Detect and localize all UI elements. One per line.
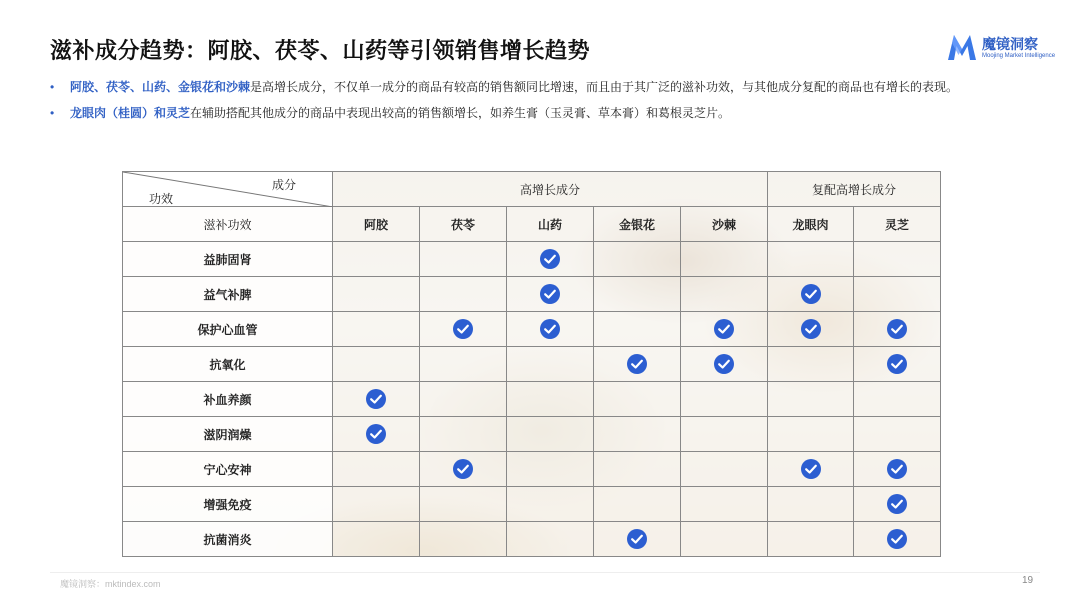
bullet-text: 在辅助搭配其他成分的商品中表现出较高的销售额增长，如养生膏（玉灵膏、草本膏）和葛根灵芝片。 — [190, 106, 731, 120]
table-row — [123, 312, 941, 347]
table-cell — [594, 277, 681, 312]
table-cell — [768, 452, 854, 487]
table-cell — [854, 242, 941, 277]
column-header: 灵芝 — [854, 207, 941, 242]
table-cell — [594, 347, 681, 382]
row-label: 增强免疫 — [123, 487, 333, 522]
table-cell — [681, 382, 768, 417]
group-header-high-growth: 高增长成分 — [333, 172, 768, 207]
logo-subtitle: Moojing Market Intelligence — [982, 53, 1056, 59]
table-cell — [681, 242, 768, 277]
table-cell — [594, 417, 681, 452]
table-cell — [681, 452, 768, 487]
table-row — [123, 347, 941, 382]
table-cell — [507, 347, 594, 382]
table-row — [123, 522, 941, 557]
corner-column-label: 成分 — [271, 178, 296, 192]
bullet-dot-icon: • — [50, 80, 55, 94]
check-circle-icon — [887, 529, 907, 549]
table-cell — [768, 522, 854, 557]
table-cell — [681, 487, 768, 522]
table-cell — [420, 487, 507, 522]
check-circle-icon — [366, 389, 386, 409]
table-cell — [854, 487, 941, 522]
table-cell — [854, 382, 941, 417]
bullet-highlight: 龙眼肉（桂圆）和灵芝 — [70, 106, 191, 120]
table-row — [123, 452, 941, 487]
page-number: 19 — [1022, 575, 1034, 586]
check-circle-icon — [801, 459, 821, 479]
table-cell — [681, 417, 768, 452]
brand-logo — [946, 32, 1056, 66]
table-cell — [333, 312, 420, 347]
table-cell — [854, 312, 941, 347]
check-circle-icon — [540, 284, 560, 304]
table-cell — [854, 417, 941, 452]
column-header: 龙眼肉 — [768, 207, 854, 242]
table-cell — [507, 417, 594, 452]
table-cell — [854, 277, 941, 312]
table-cell — [507, 382, 594, 417]
table-cell — [854, 452, 941, 487]
table-cell — [594, 522, 681, 557]
check-circle-icon — [453, 459, 473, 479]
check-circle-icon — [714, 319, 734, 339]
table-cell — [768, 347, 854, 382]
table-cell — [333, 452, 420, 487]
efficacy-table-container — [122, 171, 940, 557]
row-label: 抗氧化 — [123, 347, 333, 382]
table-cell — [768, 312, 854, 347]
table-cell — [507, 312, 594, 347]
table-cell — [333, 417, 420, 452]
table-cell — [333, 487, 420, 522]
row-label: 宁心安神 — [123, 452, 333, 487]
table-cell — [507, 452, 594, 487]
column-header: 阿胶 — [333, 207, 420, 242]
table-body — [123, 242, 941, 557]
table-row — [123, 417, 941, 452]
table-cell — [854, 347, 941, 382]
check-circle-icon — [887, 459, 907, 479]
table-cell — [333, 522, 420, 557]
check-circle-icon — [714, 354, 734, 374]
bullet-text: 是高增长成分，不仅单一成分的商品有较高的销售额同比增速，而且由于其广泛的滋补功效，与其他成分复配的商品也有增长的表现。 — [250, 80, 959, 94]
table-cell — [594, 487, 681, 522]
table-cell — [420, 452, 507, 487]
column-header: 茯苓 — [420, 207, 507, 242]
logo-name: 魔镜洞察 — [982, 36, 1038, 52]
column-header: 金银花 — [594, 207, 681, 242]
row-label: 抗菌消炎 — [123, 522, 333, 557]
table-cell — [594, 452, 681, 487]
table-cell — [768, 382, 854, 417]
row-label: 补血养颜 — [123, 382, 333, 417]
row-label: 益肺固肾 — [123, 242, 333, 277]
table-cell — [420, 277, 507, 312]
page-title: 滋补成分趋势：阿胶、茯苓、山药等引领销售增长趋势 — [50, 38, 591, 63]
table-cell — [420, 382, 507, 417]
bullet-highlight: 阿胶、茯苓、山药、金银花和沙棘 — [70, 80, 251, 94]
footer-divider — [50, 572, 1040, 573]
bullet-dot-icon: • — [50, 106, 55, 120]
table-cell — [507, 487, 594, 522]
table-cell — [681, 277, 768, 312]
column-header: 沙棘 — [681, 207, 768, 242]
table-cell — [420, 417, 507, 452]
table-cell — [594, 242, 681, 277]
check-circle-icon — [540, 319, 560, 339]
m-logo-icon — [946, 32, 978, 62]
table-cell — [420, 242, 507, 277]
table-cell — [333, 382, 420, 417]
table-cell — [507, 242, 594, 277]
column-header-row — [123, 207, 941, 242]
table-cell — [420, 522, 507, 557]
row-label: 保护心血管 — [123, 312, 333, 347]
bullet-item — [50, 80, 1030, 94]
table-cell — [768, 277, 854, 312]
row-label: 滋阴润燥 — [123, 417, 333, 452]
table-cell — [420, 312, 507, 347]
table-cell — [594, 312, 681, 347]
check-circle-icon — [627, 529, 647, 549]
table-cell — [681, 347, 768, 382]
table-cell — [333, 277, 420, 312]
check-circle-icon — [627, 354, 647, 374]
row-label-header: 滋补功效 — [123, 207, 333, 242]
bullet-item — [50, 106, 1030, 120]
check-circle-icon — [801, 284, 821, 304]
efficacy-table — [122, 171, 941, 557]
table-row — [123, 277, 941, 312]
corner-row-label: 功效 — [149, 192, 174, 206]
check-circle-icon — [801, 319, 821, 339]
table-row — [123, 487, 941, 522]
table-cell — [507, 277, 594, 312]
table-cell — [594, 382, 681, 417]
table-cell — [768, 417, 854, 452]
check-circle-icon — [540, 249, 560, 269]
corner-header-cell — [123, 172, 333, 207]
table-cell — [507, 522, 594, 557]
check-circle-icon — [453, 319, 473, 339]
check-circle-icon — [887, 494, 907, 514]
table-cell — [681, 312, 768, 347]
table-cell — [333, 347, 420, 382]
table-cell — [854, 522, 941, 557]
table-row — [123, 382, 941, 417]
check-circle-icon — [887, 354, 907, 374]
table-cell — [333, 242, 420, 277]
bullet-list — [50, 80, 1030, 132]
group-header-combo: 复配高增长成分 — [768, 172, 941, 207]
table-cell — [681, 522, 768, 557]
check-circle-icon — [366, 424, 386, 444]
table-cell — [768, 242, 854, 277]
row-label: 益气补脾 — [123, 277, 333, 312]
check-circle-icon — [887, 319, 907, 339]
table-cell — [768, 487, 854, 522]
table-row — [123, 242, 941, 277]
column-header: 山药 — [507, 207, 594, 242]
table-cell — [420, 347, 507, 382]
footer-source: 魔镜洞察：mktindex.com — [60, 579, 161, 589]
